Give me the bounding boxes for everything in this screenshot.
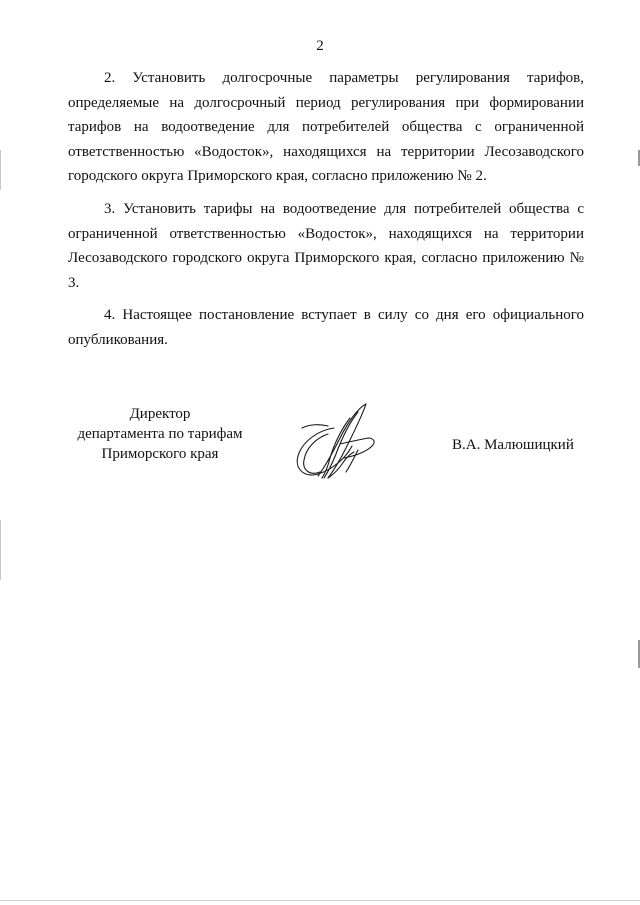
position-line-region: Приморского края bbox=[101, 446, 219, 462]
paragraph-item-2: 2. Установить долгосрочные параметры регулирования тарифов, определяемые на долгосрочный период регулирования при формировании тарифов на водоотведение для потребителей общества с ограниченной ответственностью «Водосток», находящихся на территории Лесозаводского городского округа Приморского края, согласно приложению № 2. bbox=[68, 70, 584, 185]
scan-edge-left-mark bbox=[0, 520, 1, 580]
paragraph-item-3: 3. Установить тарифы на водоотведение для потребителей общества с ограниченной ответственностью «Водосток», находящихся на территории Лесозаводского городского округа Приморского края, согласно приложению № 3. bbox=[68, 200, 584, 291]
signatory-name: В.А. Малюшицкий bbox=[452, 437, 574, 453]
scan-edge-left-mark bbox=[0, 150, 1, 190]
signatory-position bbox=[60, 404, 260, 464]
paragraph-item-4: 4. Настоящее постановление вступает в силу со дня его официального опубликования. bbox=[68, 307, 584, 348]
position-line-title: Директор bbox=[129, 406, 191, 422]
document-body bbox=[68, 66, 584, 361]
handwritten-signature-icon bbox=[288, 398, 382, 482]
scan-edge-bottom-mark bbox=[0, 900, 640, 901]
position-line-department: департамента по тарифам bbox=[77, 426, 243, 442]
page-number: 2 bbox=[316, 38, 324, 54]
